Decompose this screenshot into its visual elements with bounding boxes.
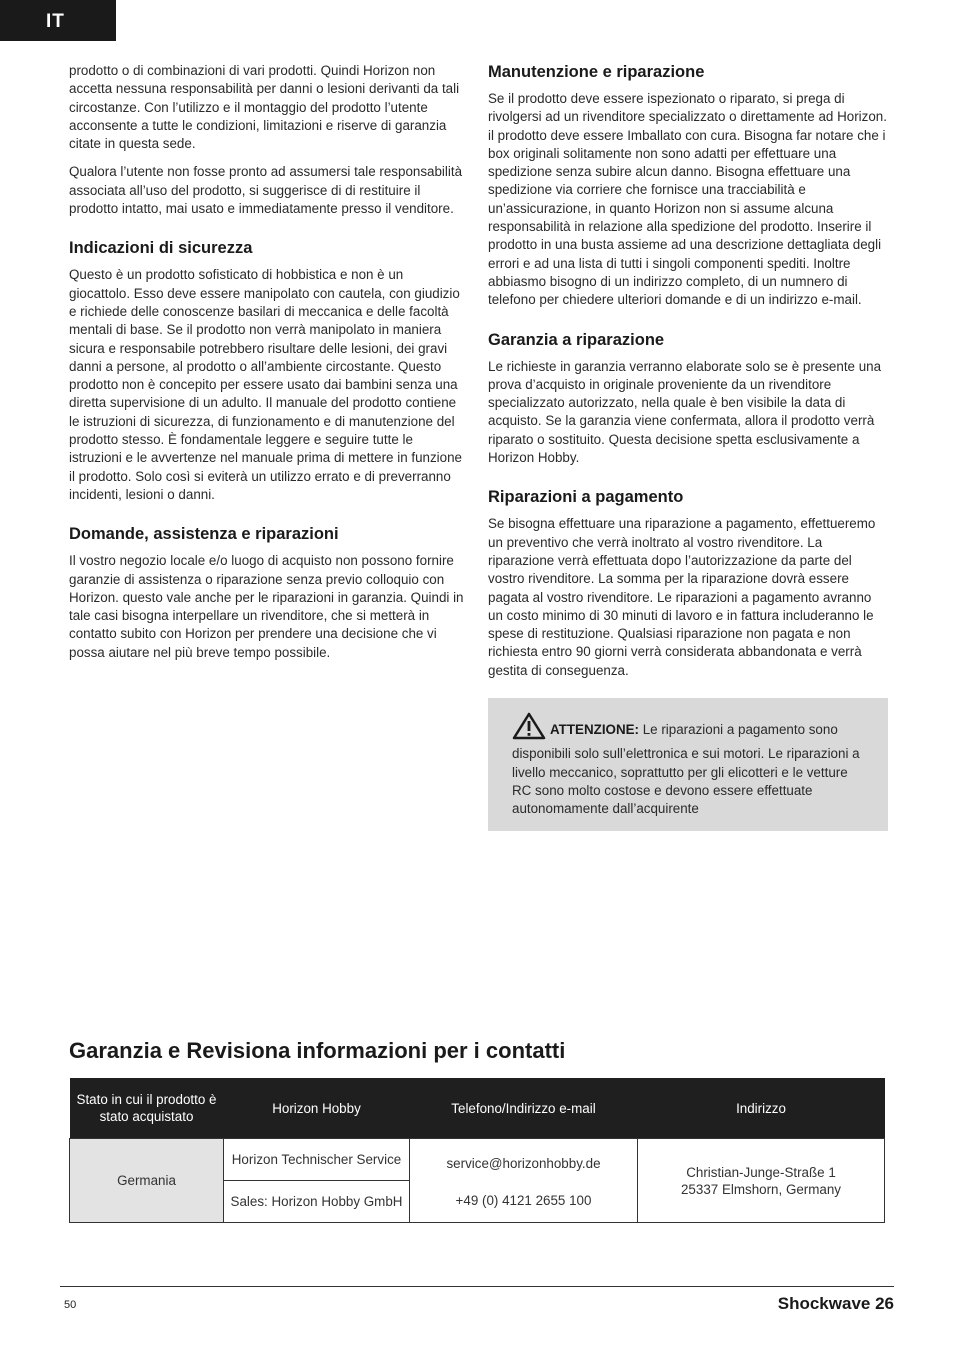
paid-repair-heading: Riparazioni a pagamento <box>488 488 684 507</box>
entity-cell: Sales: Horizon Hobby GmbH <box>224 1181 410 1223</box>
address-cell <box>638 1139 885 1223</box>
right-column <box>488 62 888 831</box>
paid-repair-paragraph: Se bisogna effettuare una riparazione a pagamento, effettueremo un preventivo che verrà inoltrato al vostro rivenditore. La riparazione verrà effettuata dopo l’autorizzazione da parte del vostro rivenditore. La somma per la riparazione dovrà essere pagata al vostro rivenditore. Le riparazioni a pagamento avranno un costo minimo di 30 minuti di lavoro e in fattura includeranno le spese di restituzione. Qualsiasi riparazione non pagata e non richiesta entro 90 giorni verrà considerata abbandonata e verrà gestita di conseguenza. <box>488 516 876 678</box>
contacts-table <box>69 1078 885 1223</box>
page-number: 50 <box>64 1299 77 1311</box>
warranty-repair-heading: Garanzia a riparazione <box>488 330 665 349</box>
email-link[interactable]: service@horizonhobby.de <box>446 1155 601 1171</box>
table-header-row <box>70 1078 885 1139</box>
contacts-heading: Garanzia e Revisiona informazioni per i contatti <box>69 1038 566 1063</box>
intro-paragraph-2: Qualora l’utente non fosse pronto ad assumersi tale responsabilità associata all’uso del prodotto, si suggerisce di di restituire il prodotto intatto, mai usato e immediatamente presso il venditore. <box>69 164 463 217</box>
footer-divider <box>60 1286 894 1287</box>
questions-paragraph: Il vostro negozio locale e/o luogo di acquisto non possono fornire garanzie di assistenza o riparazione senza previo colloquio con Horizon. questo vale anche per le riparazioni in garanzia. Quindi in tale casi bisogna interpellare un rivenditore, che si metterà in contatto subito con Horizon per prendere una decisione che vi possa aiutare nel più breve tempo possibile. <box>69 553 464 660</box>
warning-text: Le riparazioni a pagamento sono disponibili solo sull’elettronica e sui motori. Le riparazioni a livello meccanico, soprattutto per gli elicotteri e le vetture RC sono molto costose e devono essere effettuate autonomamente dall’acquirente <box>512 722 860 817</box>
table-header-cell: Indirizzo <box>638 1078 885 1139</box>
entity-cell: Horizon Technischer Service <box>224 1139 410 1181</box>
language-tab: IT <box>0 0 116 41</box>
safety-heading: Indicazioni di sicurezza <box>69 239 253 258</box>
warning-triangle-icon <box>512 712 546 745</box>
address-line-1: Christian-Junge-Straße 1 <box>686 1164 836 1180</box>
table-header-cell: Horizon Hobby <box>224 1078 410 1139</box>
phone-number: +49 (0) 4121 2655 100 <box>455 1192 592 1208</box>
safety-paragraph: Questo è un prodotto sofisticato di hobbistica e non è un giocattolo. Esso deve essere manipolato con cautela, con giudizio e richiede delle conoscenze basilari di meccanica e delle facoltà mentali di base. Se il prodotto non verrà manipolato in maniera sicura e responsabile potrebbero risultare delle lesioni, dei gravi danni a persone, al prodotto o all’ambiente circostante. Questo prodotto non è concepito per essere usato dai bambini senza una diretta supervisione di un adulto. Il manuale del prodotto contiene le istruzioni di sicurezza, di funzionamento e di manutenzione del prodotto stesso. È fondamentale leggere e seguire tutte le istruzioni e le avvertenze nel manuale prima di mettere in funzione il prodotto. Solo così si eviterà un utilizzo errato e di preverranno incidenti, lesioni o danni. <box>69 267 462 502</box>
warning-label: ATTENZIONE: <box>550 722 640 738</box>
country-cell: Germania <box>70 1139 224 1223</box>
contact-cell <box>410 1139 638 1223</box>
address-line-2: 25337 Elmshorn, Germany <box>680 1181 842 1197</box>
product-name: Shockwave 26 <box>777 1294 894 1313</box>
questions-heading: Domande, assistenza e riparazioni <box>69 525 339 544</box>
table-row <box>70 1139 885 1181</box>
table-header-cell: Stato in cui il prodotto è stato acquistato <box>70 1078 224 1139</box>
intro-paragraph-1: prodotto o di combinazioni di vari prodotti. Quindi Horizon non accetta nessuna responsabilità per danni o lesioni derivanti da tali circostanze. Con l’utilizzo e il montaggio del prodotto l’utente acconsente a tutte le condizioni, limitazioni e riserve di garanzia citate in questa sede. <box>69 63 460 152</box>
warning-box <box>488 698 888 830</box>
warranty-repair-paragraph: Le richieste in garanzia verranno elaborate solo se è presente una prova d’acquisto in originale proveniente da un rivenditore specializzato autorizzato, nella quale è ben visibile la data di acquisto. Se la garanzia viene confermata, allora il prodotto verrà riparato o sostituito. Questa decisione spetta esclusivamente a Horizon Hobby. <box>488 358 882 466</box>
left-column <box>69 62 467 672</box>
maintenance-paragraph: Se il prodotto deve essere ispezionato o riparato, si prega di rivolgersi ad un rivenditore specializzato o direttamente ad Horizon. il prodotto deve essere Imballato con cura. Bisogna far notare che i box originali solitamente non sono adatti per effettuare una spedizione senza subire alcun danno. Bisogna effettuare una spedizione via corriere che fornisce una tracciabilità e un’assicurazione, in quanto Horizon non si assume alcuna responsabilità in relazione alla spedizione del prodotto. Inserire il prodotto in una busta assieme ad una descrizione dettagliata degli errori e ad una lista di tutti i singoli componenti spediti. Inoltre abbiasmo bisogno di un indirizzo completo, di un numnero di telefono per chiedere ulteriori domande e di un indirizzo e-mail. <box>488 91 887 308</box>
table-header-cell: Telefono/Indirizzo e-mail <box>410 1078 638 1139</box>
maintenance-heading: Manutenzione e riparazione <box>488 63 705 81</box>
